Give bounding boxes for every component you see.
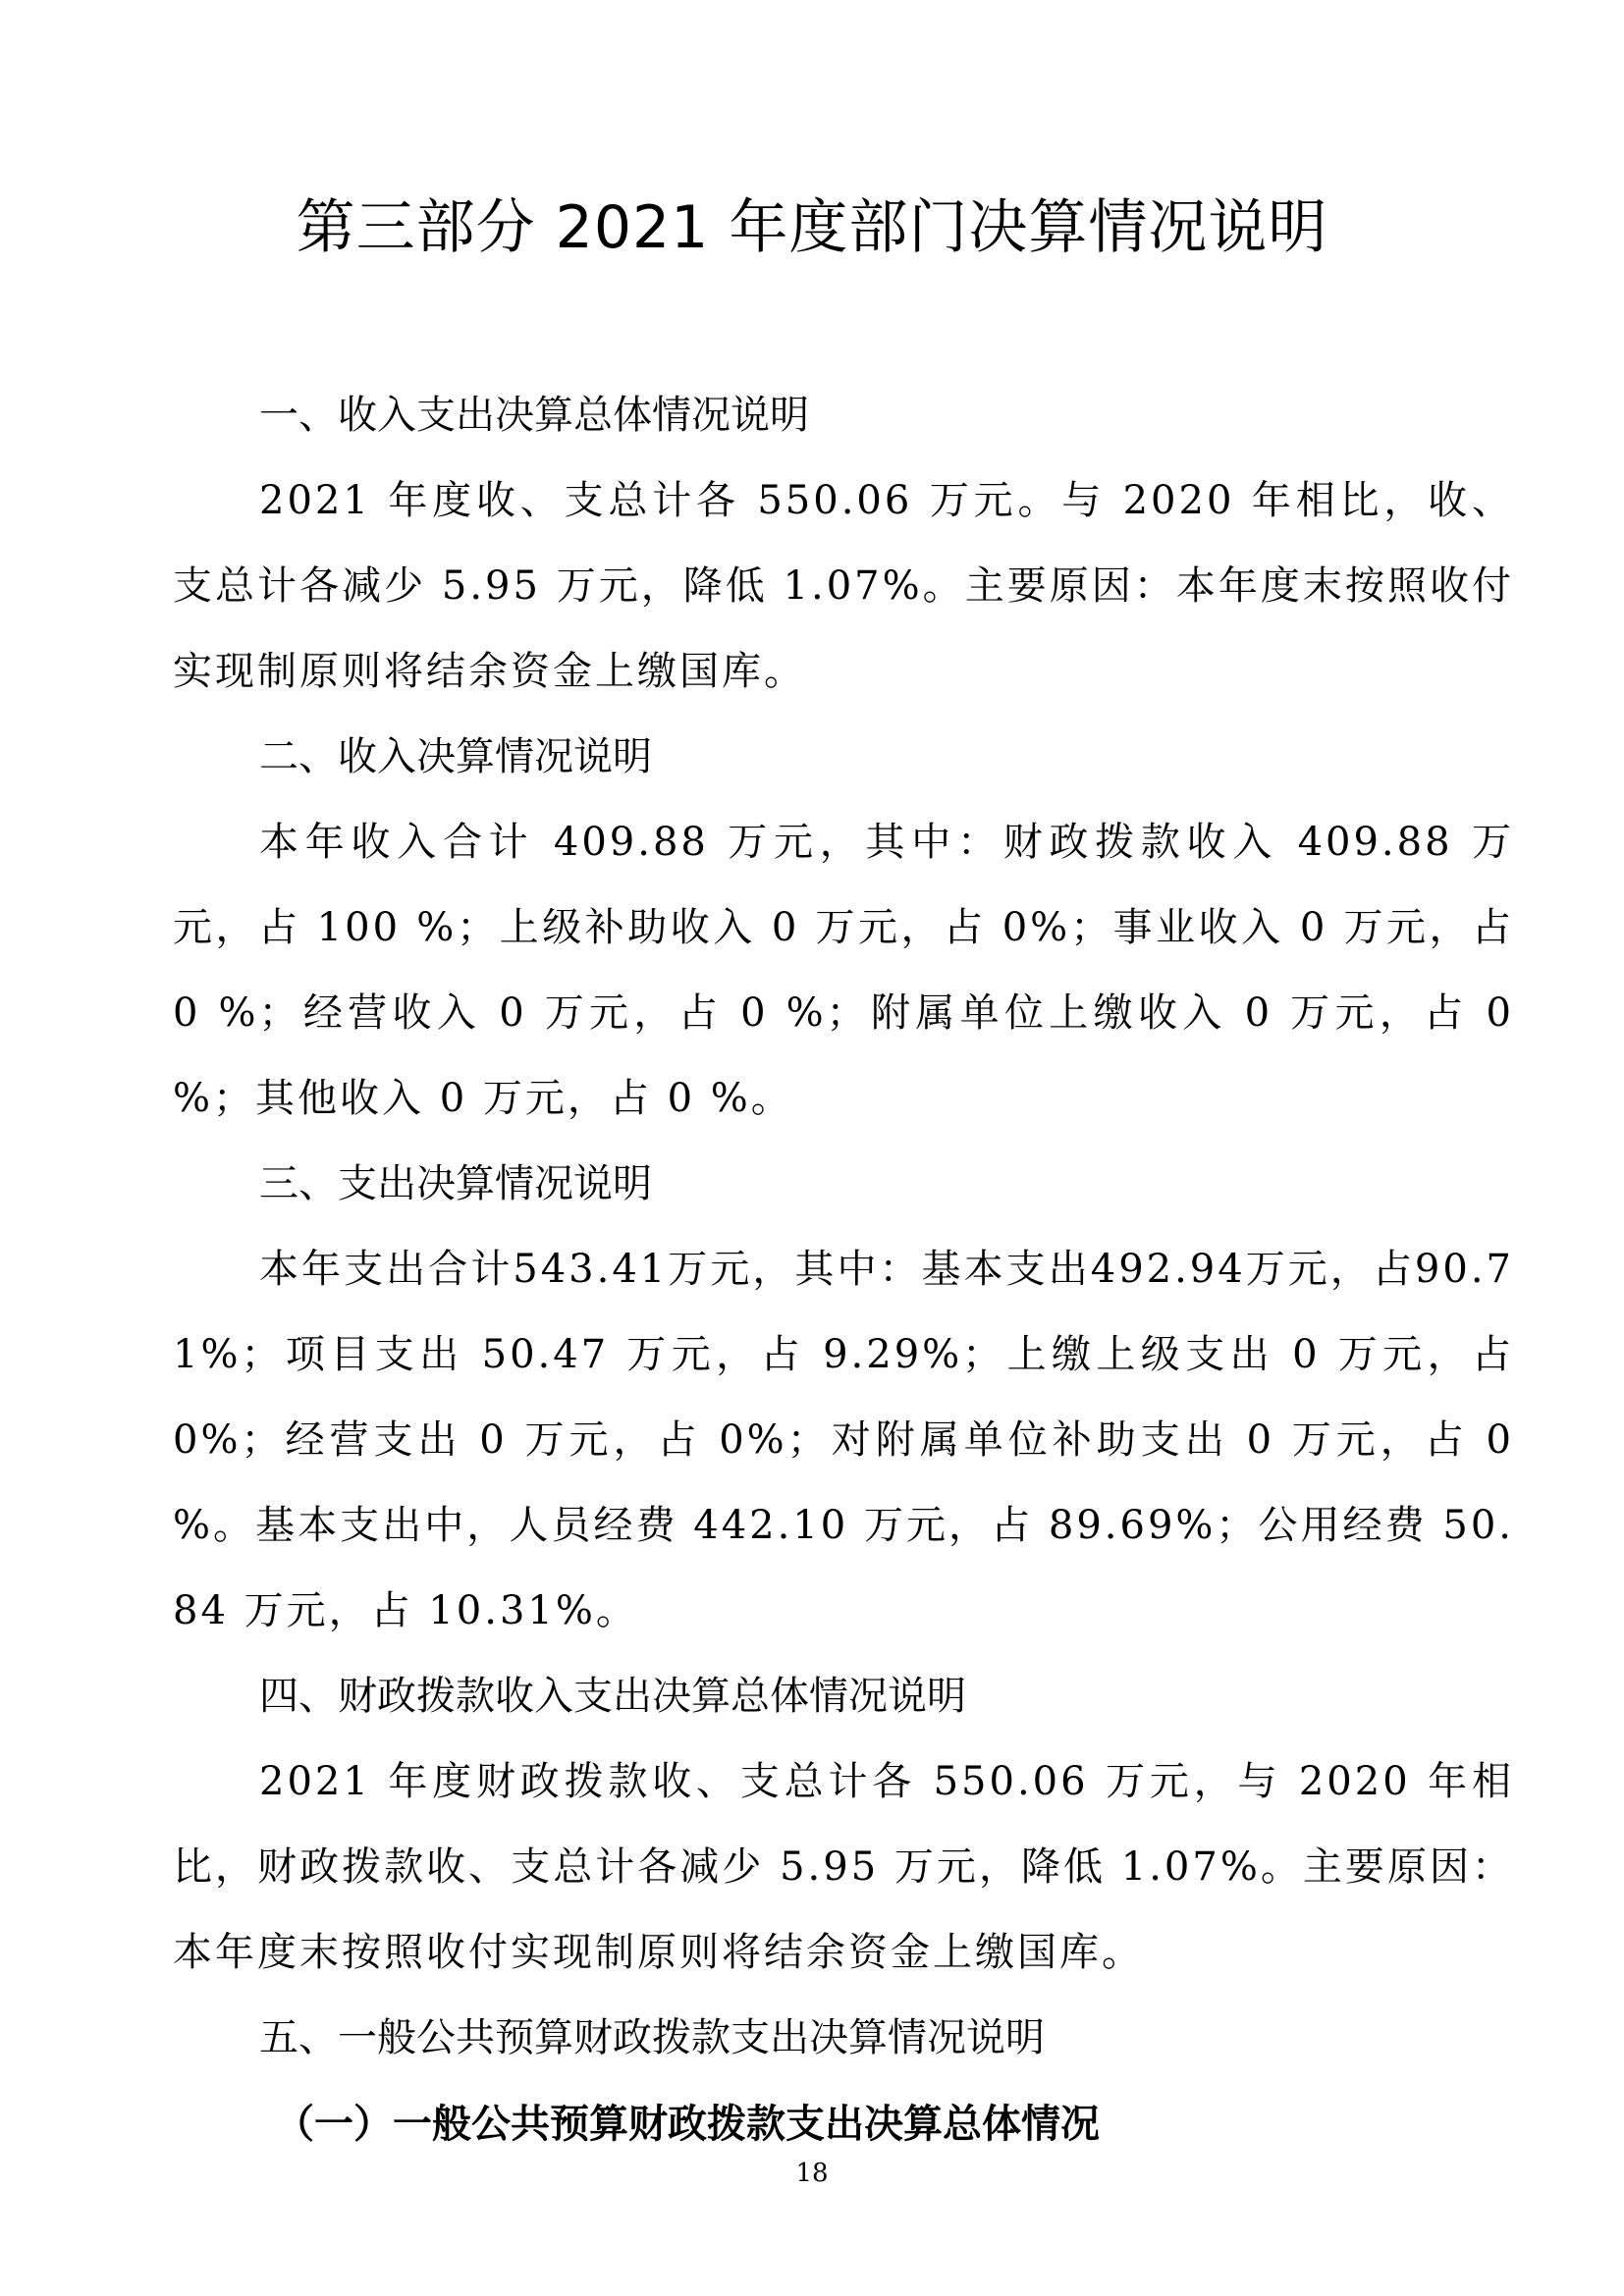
section-paragraph-4: 2021 年度财政拨款收、支总计各 550.06 万元，与 2020 年相比，财政拨款收、支总计各减少 5.95 万元，降低 1.07%。主要原因：本年度末按照收付实现制原则将结余资金上缴国库。: [173, 1759, 1514, 1975]
section-paragraph-3: 本年支出合计543.41万元，其中：基本支出492.94万元，占90.71%；项目支出 50.47 万元，占 9.29%；上缴上级支出 0 万元，占 0%；经营支出 0 万元，占 0%；对附属单位补助支出 0 万元，占 0 %。基本支出中，人员经费 442.10 万元，占 89.69%；公用经费 50.84 万元，占 10.31%。: [173, 1247, 1514, 1633]
page-title: 第三部分 2021 年度部门决算情况说明: [296, 193, 1328, 262]
section-heading-2: 二、收入决算情况说明: [259, 734, 652, 779]
section-paragraph-2: 本年收入合计 409.88 万元，其中：财政拨款收入 409.88 万元，占 100 %；上级补助收入 0 万元，占 0%；事业收入 0 万元，占 0 %；经营收入 0 万元，占 0 %；附属单位上缴收入 0 万元，占 0 %；其他收入 0 万元，占 0 %。: [173, 820, 1514, 1121]
section-heading-1: 一、收入支出决算总体情况说明: [259, 393, 809, 438]
section-heading-4: 四、财政拨款收入支出决算总体情况说明: [259, 1674, 966, 1719]
page-number: 18: [795, 2159, 829, 2188]
section-heading-5: 五、一般公共预算财政拨款支出决算情况说明: [259, 2015, 1045, 2060]
section-paragraph-1: 2021 年度收、支总计各 550.06 万元。与 2020 年相比，收、支总计各减少 5.95 万元，降低 1.07%。主要原因：本年度末按照收付实现制原则将结余资金上缴国库。: [173, 478, 1514, 694]
document-body: [173, 373, 1514, 2166]
section-heading-3: 三、支出决算情况说明: [259, 1161, 652, 1206]
section-subheading-5-1: （一）一般公共预算财政拨款支出决算总体情况: [275, 2101, 1100, 2147]
